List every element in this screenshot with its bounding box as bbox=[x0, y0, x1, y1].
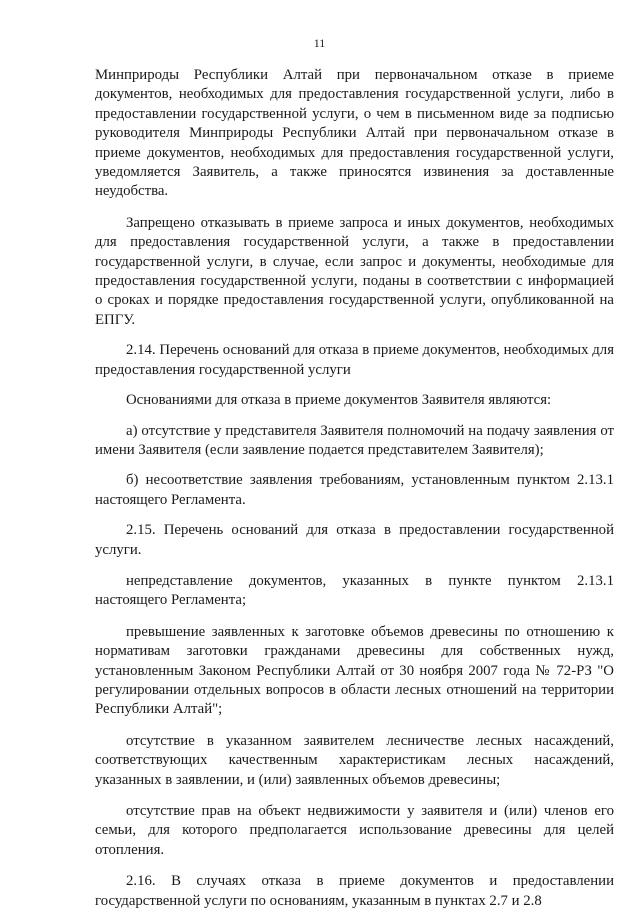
page-number: 11 bbox=[313, 36, 326, 50]
list-item-b: б) несоответствие заявления требованиям, установленным пунктом 2.13.1 настоящего Регламента. bbox=[95, 472, 614, 508]
paragraph-prohibition: Запрещено отказывать в приеме запроса и иных документов, необходимых для предоставления государственной услуги, а также в предоставлении государственной услуги, в случае, если запрос и документы, необходимые для предоставления государственной услуги, поданы в соответствии с информацией о сроках и порядке предоставления государственной услуги, опубликованной на ЕПГУ. bbox=[95, 214, 614, 328]
list-item-nonsubmission: непредставление документов, указанных в пункте пунктом 2.13.1 настоящего Регламента; bbox=[95, 572, 614, 609]
paragraph-refusal-notification: Минприроды Республики Алтай при первоначальном отказе в приеме документов, необходимых для предоставления государственной услуги, либо в предоставлении государственной услуги, о чем в письменном виде за подписью руководителя Минприроды Республики Алтай при первоначальном отказе в приеме документов, необходимых для предоставления государственной услуги, уведомляется Заявитель, а также приносятся извинения за доставленные неудобства. bbox=[95, 67, 614, 200]
section-heading-2-16: 2.16. В случаях отказа в приеме документов и предоставлении государственной услуги по основаниям, указанным в пунктах 2.7 и 2.8 bbox=[95, 873, 614, 909]
list-item-no-property-rights: отсутствие прав на объект недвижимости у заявителя и (или) членов его семьи, для которого предполагается использование древесины для целей отопления. bbox=[95, 803, 614, 858]
document-body bbox=[95, 66, 614, 911]
list-item-a: а) отсутствие у представителя Заявителя полномочий на подачу заявления от имени Заявителя (если заявление подается представителем Заявителя); bbox=[95, 422, 614, 458]
paragraph-grounds-intro: Основаниями для отказа в приеме документов Заявителя являются: bbox=[126, 392, 552, 409]
list-item-no-plantations: отсутствие в указанном заявителем лесничестве лесных насаждений, соответствующих качественным характеристикам лесных насаждений, указанных в заявлении, и (или) заявленных объемов древесины; bbox=[95, 732, 614, 788]
section-heading-2-15: 2.15. Перечень оснований для отказа в предоставлении государственной услуги. bbox=[95, 522, 614, 558]
list-item-excess-volume: превышение заявленных к заготовке объемов древесины по отношению к нормативам заготовки гражданами древесины для собственных нужд, установленным Законом Республики Алтай от 30 ноября 2007 года № 72-РЗ "О регулировании отдельных вопросов в области лесных отношений на территории Республики Алтай"; bbox=[95, 623, 614, 718]
section-heading-2-14: 2.14. Перечень оснований для отказа в приеме документов, необходимых для предоставления государственной услуги bbox=[95, 342, 614, 378]
